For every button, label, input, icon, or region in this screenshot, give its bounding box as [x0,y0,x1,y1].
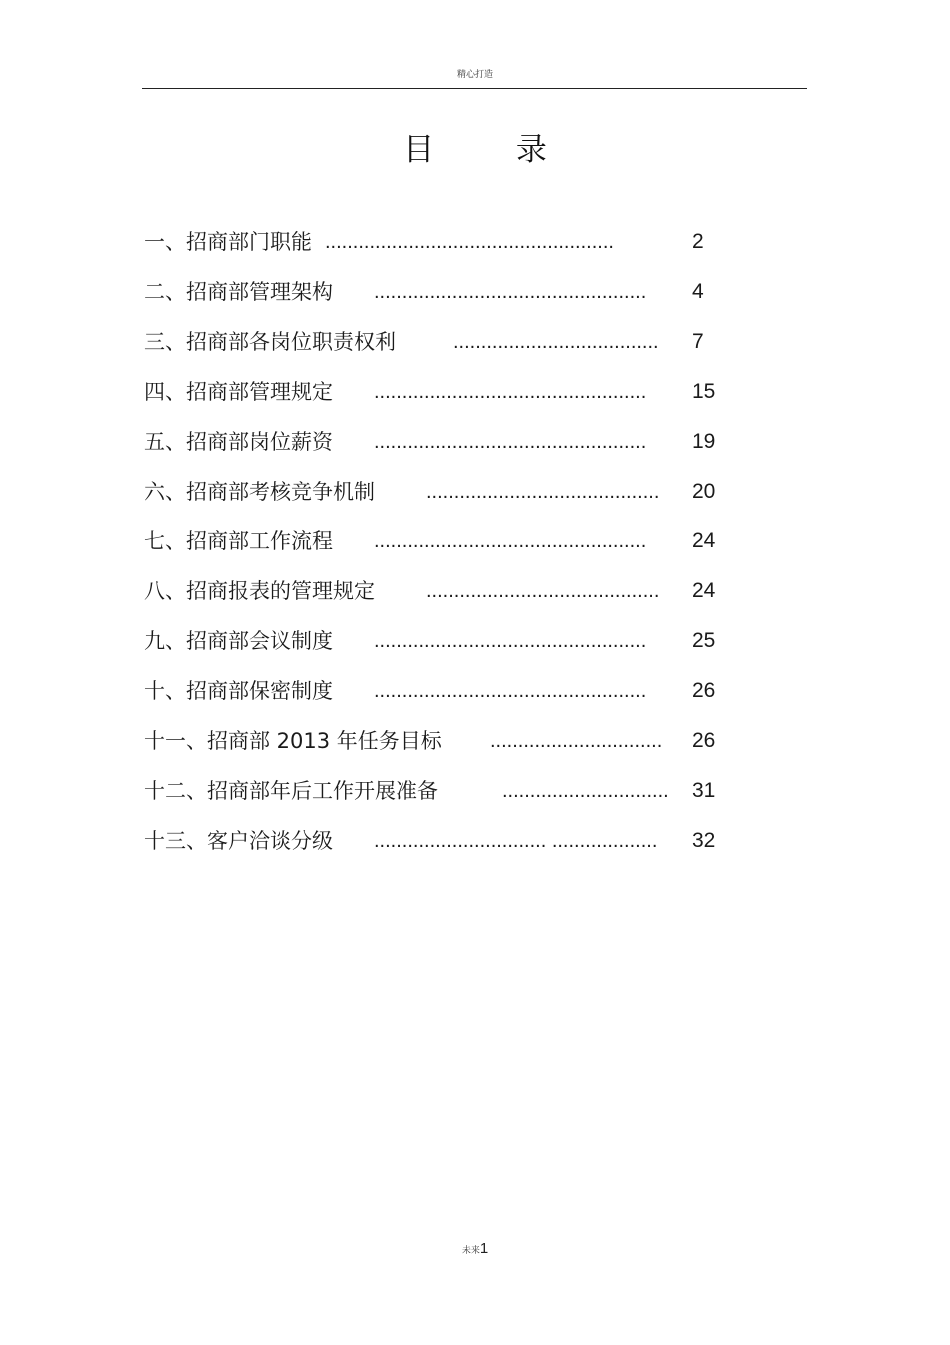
toc-entry-page-number: 24 [692,579,716,603]
toc-entry[interactable] [142,224,762,260]
footer [0,1240,950,1257]
toc-entry-label: 六、招商部考核竞争机制 [144,479,375,504]
toc-entry[interactable] [142,573,762,609]
toc-entry-label: 二、招商部管理架构 [144,279,333,304]
toc-entry-label: 十一、招商部 2013 年任务目标 [144,729,442,753]
toc-entry-leader: ............................... [490,730,663,752]
toc-entry[interactable] [142,274,762,310]
toc-entry-label: 五、招商部岗位薪资 [144,429,333,454]
toc-entry-leader: ............................... ................... [374,829,658,852]
toc-entry-page-number: 31 [692,778,716,802]
toc-entry-page-number: 26 [692,679,716,703]
toc-entry[interactable] [142,673,762,709]
toc-entry-label: 一、招商部门职能 [144,230,312,254]
toc-entry-page-number: 26 [692,729,716,752]
toc-entry-leader: ................................................. [374,430,647,453]
toc-entry-page-number: 19 [692,429,716,453]
toc-entry-leader: ................................................. [374,280,647,303]
toc-entry-label: 四、招商部管理规定 [144,379,333,404]
toc-entry-leader: .......................................... [426,480,660,503]
toc-entry-leader: ................................................. [374,630,647,653]
toc-entry-leader: ................................................. [374,530,647,553]
toc-entry-page-number: 2 [692,230,704,253]
toc-entry-page-number: 7 [692,329,704,353]
toc-entry-label: 七、招商部工作流程 [144,529,333,554]
toc-entry-page-number: 32 [692,828,716,852]
header-rule [142,88,807,89]
toc-entry-label: 十三、客户洽谈分级 [144,828,333,853]
header-text: 精心打造 [456,70,493,80]
toc-entry-label: 八、招商报表的管理规定 [144,579,375,604]
toc-entry[interactable] [142,523,762,559]
toc-entry[interactable] [142,823,762,859]
toc-entry-leader: .................................................... [325,231,614,253]
toc-entry-page-number: 4 [692,279,704,303]
toc-entry[interactable] [142,424,762,460]
toc-entry[interactable] [142,623,762,659]
toc-entry-label: 十、招商部保密制度 [144,679,333,704]
toc-entry[interactable] [142,723,762,759]
toc-entry-leader: ................................................. [374,680,647,703]
toc-entry-label: 十二、招商部年后工作开展准备 [144,778,438,803]
toc-entry[interactable] [142,773,762,809]
toc-entry-leader: .......................................... [426,580,660,603]
page-title: 目 录 [403,132,583,168]
toc-entry-label: 九、招商部会议制度 [144,629,333,654]
toc-entry[interactable] [142,374,762,410]
toc-entry-label: 三、招商部各岗位职责权利 [144,329,396,354]
footer-text: 未来 [461,1246,480,1256]
toc-entry-leader: .............................. [502,779,669,802]
toc-entry[interactable] [142,474,762,510]
page-number: 1 [479,1240,489,1257]
toc-entry-page-number: 20 [692,479,716,503]
toc-entry-leader: ................................................. [374,380,647,403]
toc-entry-page-number: 15 [692,379,716,403]
toc-entry-page-number: 25 [692,629,716,653]
toc-entry-leader: ..................................... [453,330,659,353]
toc-entry[interactable] [142,324,762,360]
toc-entry-page-number: 24 [692,529,716,553]
